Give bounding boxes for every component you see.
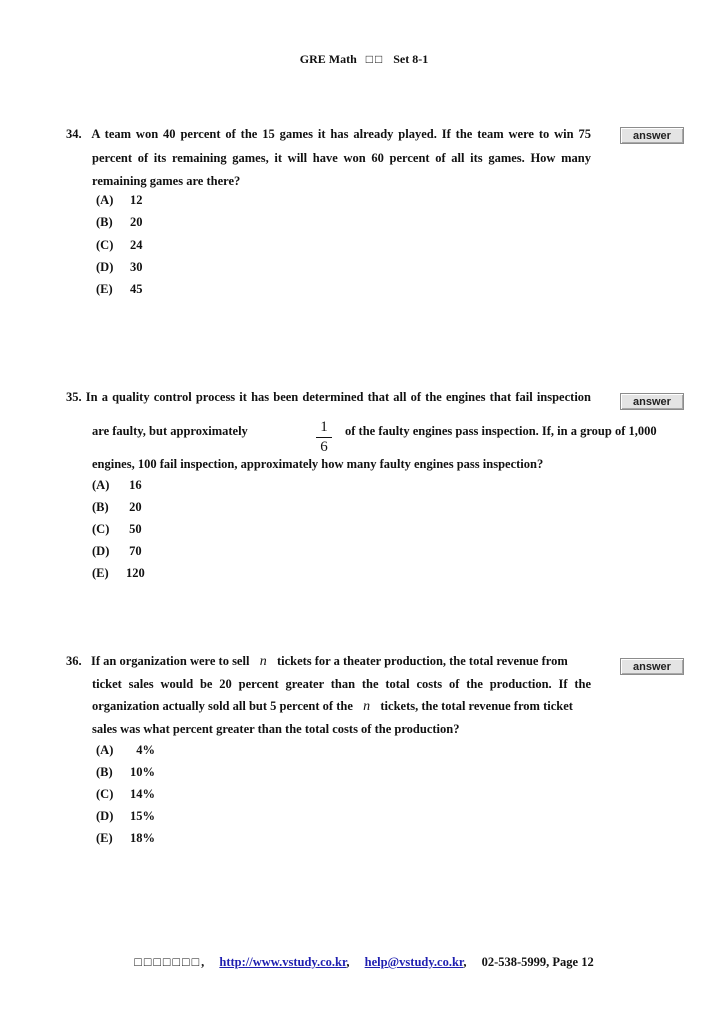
page-header	[0, 52, 728, 67]
choice-row: (D) 15%	[96, 809, 155, 823]
variable-n: n	[259, 654, 267, 669]
fraction-bar	[316, 437, 332, 438]
choice-row: (B) 10%	[96, 765, 155, 779]
answer-button-q35[interactable]: answer	[620, 393, 684, 410]
question-34	[66, 124, 591, 304]
q36-line-1	[66, 651, 591, 671]
choice-row: (A) 12	[96, 193, 143, 207]
question-36	[66, 651, 591, 851]
choice-row: (D) 30	[96, 260, 143, 274]
q36-line-4: sales was what percent greater than the total costs of the production?	[92, 722, 460, 736]
q35-line-3: engines, 100 fail inspection, approximately how many faulty engines pass inspection?	[92, 457, 544, 471]
q34-number: 34.	[66, 127, 82, 141]
variable-n: n	[363, 699, 371, 714]
q36-text-1a: If an organization were to sell	[91, 654, 250, 668]
q36-line-3	[92, 696, 591, 716]
header-set: Set 8-1	[393, 52, 429, 66]
q35-text-2a: are faulty, but approximately	[92, 424, 248, 438]
q34-line-2: percent of its remaining games, it will have won 60 percent of all its games. How many	[92, 151, 591, 165]
q35-line-2	[92, 419, 657, 455]
page-number: Page 12	[552, 955, 594, 969]
q36-line-2: ticket sales would be 20 percent greater than the total costs of the production. If the	[92, 677, 591, 691]
answer-button-q36[interactable]: answer	[620, 658, 684, 675]
fraction-denominator: 6	[320, 439, 328, 455]
q35-text-2b: of the faulty engines pass inspection. If, in a group of 1,000	[345, 424, 657, 438]
q36-text-1b: tickets for a theater production, the total revenue from	[276, 654, 568, 668]
choice-row: (E) 120	[92, 566, 145, 580]
website-link[interactable]: http://www.vstudy.co.kr	[219, 955, 347, 969]
q36-number: 36.	[66, 654, 82, 668]
q36-text-3a: organization actually sold all but 5 percent of the	[92, 699, 353, 713]
q36-text-3b: tickets, the total revenue from ticket	[380, 699, 573, 713]
choice-row: (C) 24	[96, 238, 143, 252]
phone-number: 02-538-5999,	[481, 955, 550, 969]
q35-line-1: 35. In a quality control process it has been determined that all of the engines that fail inspection	[66, 390, 591, 404]
choice-row: (A) 4%	[96, 743, 155, 757]
footer-placeholder-glyphs: □□□□□□□	[134, 955, 202, 969]
choice-row: (B) 20	[96, 215, 143, 229]
choice-row: (E) 18%	[96, 831, 155, 845]
q34-line-1	[66, 124, 591, 144]
fraction-numerator: 1	[320, 419, 328, 435]
choice-row: (E) 45	[96, 282, 143, 296]
choice-row: (C) 50	[92, 522, 142, 536]
choice-row: (D) 70	[92, 544, 142, 558]
page-footer: □□□□□□□, http://www.vstudy.co.kr, help@vstudy.co.kr, 02-538-5999, Page 12	[134, 955, 594, 969]
email-link[interactable]: help@vstudy.co.kr	[364, 955, 464, 969]
choice-row: (C) 14%	[96, 787, 155, 801]
q34-line-3: remaining games are there?	[92, 174, 241, 188]
answer-button-q34[interactable]: answer	[620, 127, 684, 144]
fraction-one-sixth	[316, 419, 332, 456]
q34-text-1: A team won 40 percent of the 15 games it has already played. If the team were to win 75	[91, 127, 591, 141]
header-title: GRE Math	[299, 52, 357, 66]
choice-row: (A) 16	[92, 478, 142, 492]
choice-row: (B) 20	[92, 500, 142, 514]
header-placeholder-glyphs: □□	[365, 52, 385, 66]
